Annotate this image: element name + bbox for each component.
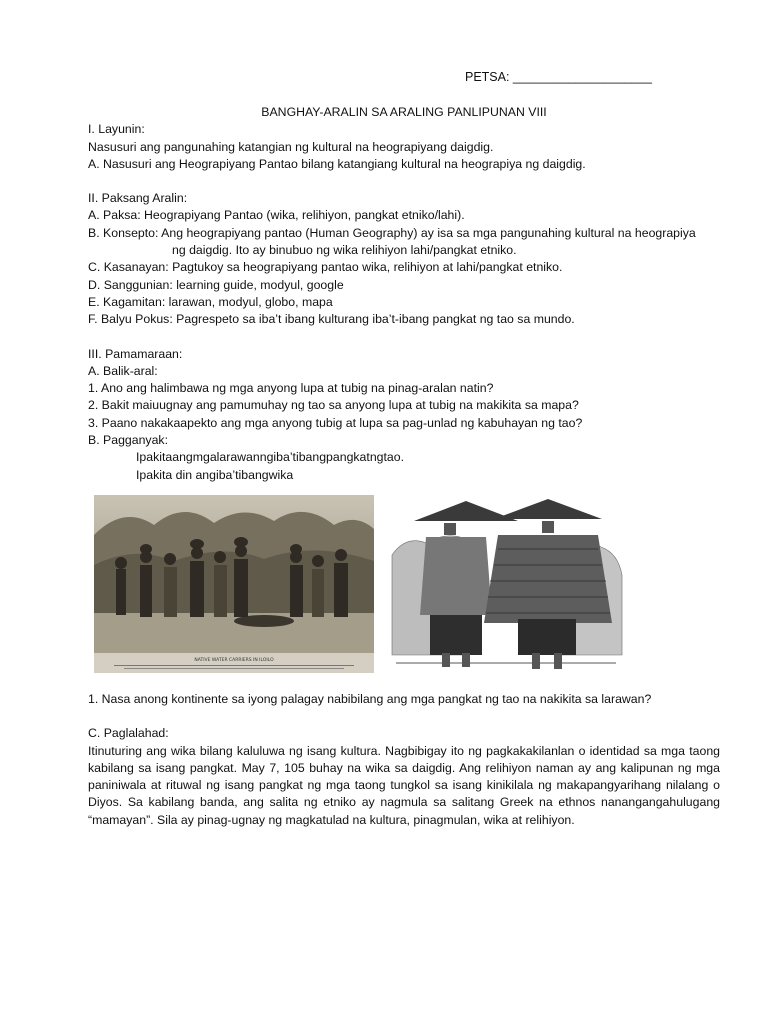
konsepto-line-continued: ng daigdig. Ito ay binubuo ng wika relihiyon lahi/pangkat etniko. xyxy=(172,243,517,258)
image-row xyxy=(88,495,720,679)
subheading: A. Balik-aral: xyxy=(88,363,158,378)
paksa-line: A. Paksa: Heograpiyang Pantao (wika, relihiyon, pangkat etniko/lahi). xyxy=(88,208,465,223)
section-procedure xyxy=(88,346,720,829)
section-objectives xyxy=(88,121,720,173)
kagamitan-line: E. Kagamitan: larawan, modyul, globo, mapa xyxy=(88,294,333,309)
section-heading: I. Layunin: xyxy=(88,122,145,137)
kasanayan-line: C. Kasanayan: Pagtukoy sa heograpiyang pantao wika, relihiyon at lahi/pangkat etniko. xyxy=(88,260,563,275)
question-line: 1. Ano ang halimbawa ng mga anyong lupa at tubig na pinag-aralan natin? xyxy=(88,381,494,396)
page-title: BANGHAY-ARALIN SA ARALING PANLIPUNAN VIII xyxy=(261,105,547,119)
photo-caption: NATIVE WATER CARRIERS IN ILOILO xyxy=(194,657,274,663)
paglalahad-paragraph: Itinuturing ang wika bilang kaluluwa ng isang kultura. Nagbibigay ito ng pagkakakilanlan o identidad sa mga taong kabilang sa isang pangkat. May 7, 105 buhay na wika sa daigdig. Ang relihiyon naman ay ang kalipunan ng mga paniniwala at rituwal ng isang pangkat ng mga taong tungkol sa isang kinikilala ng makapangyarihang nilalang o Diyos. Sa kabilang banda, ang salita ng etniko ay nagmula sa salitang Greek na ethnos nanangangahulugang “mamayan”. Sila ay pinag-ugnay ng magkatulad na kultura, pinagmulan, wika at relihiyon. xyxy=(88,743,720,827)
lesson-plan xyxy=(88,69,720,829)
section-heading: II. Paksang Aralin: xyxy=(88,191,188,206)
water-carriers-photo xyxy=(94,495,374,673)
section-heading: III. Pamamaraan: xyxy=(88,346,183,361)
question-line: 3. Paano nakakaapekto ang mga anyong tubig at lupa sa pag-unlad ng kabuhayan ng tao? xyxy=(88,415,583,430)
konsepto-line: B. Konsepto: Ang heograpiyang pantao (Human Geography) ay isa sa mga pangunahing kultural na heograpiya xyxy=(88,225,696,240)
ethnic-groups-engraving xyxy=(386,495,626,673)
objective-line: A. Nasusuri ang Heograpiyang Pantao bilang katangiang kultural na heograpiya ng daigdig. xyxy=(88,156,586,171)
date-label: PETSA: ____________________ xyxy=(465,70,652,84)
image-question: 1. Nasa anong kontinente sa iyong palagay nabibilang ang mga pangkat ng tao na nakikita sa larawan? xyxy=(88,691,652,706)
subheading: C. Paglalahad: xyxy=(88,726,169,741)
sanggunian-line: D. Sanggunian: learning guide, modyul, google xyxy=(88,277,344,292)
pagganyak-line: Ipakita din angiba’tibangwika xyxy=(136,467,294,482)
pagganyak-line: Ipakitaangmgalarawanngiba’tibangpangkatngtao. xyxy=(136,450,405,465)
subheading: B. Pagganyak: xyxy=(88,433,168,448)
balyu-pokus-line: F. Balyu Pokus: Pagrespeto sa iba’t ibang kulturang iba’t-ibang pangkat ng tao sa mundo. xyxy=(88,312,575,327)
objective-line: Nasusuri ang pangunahing katangian ng kultural na heograpiyang daigdig. xyxy=(88,139,494,154)
section-subject-matter xyxy=(88,190,720,328)
question-line: 2. Bakit maiuugnay ang pamumuhay ng tao sa anyong lupa at tubig na makikita sa mapa? xyxy=(88,398,579,413)
